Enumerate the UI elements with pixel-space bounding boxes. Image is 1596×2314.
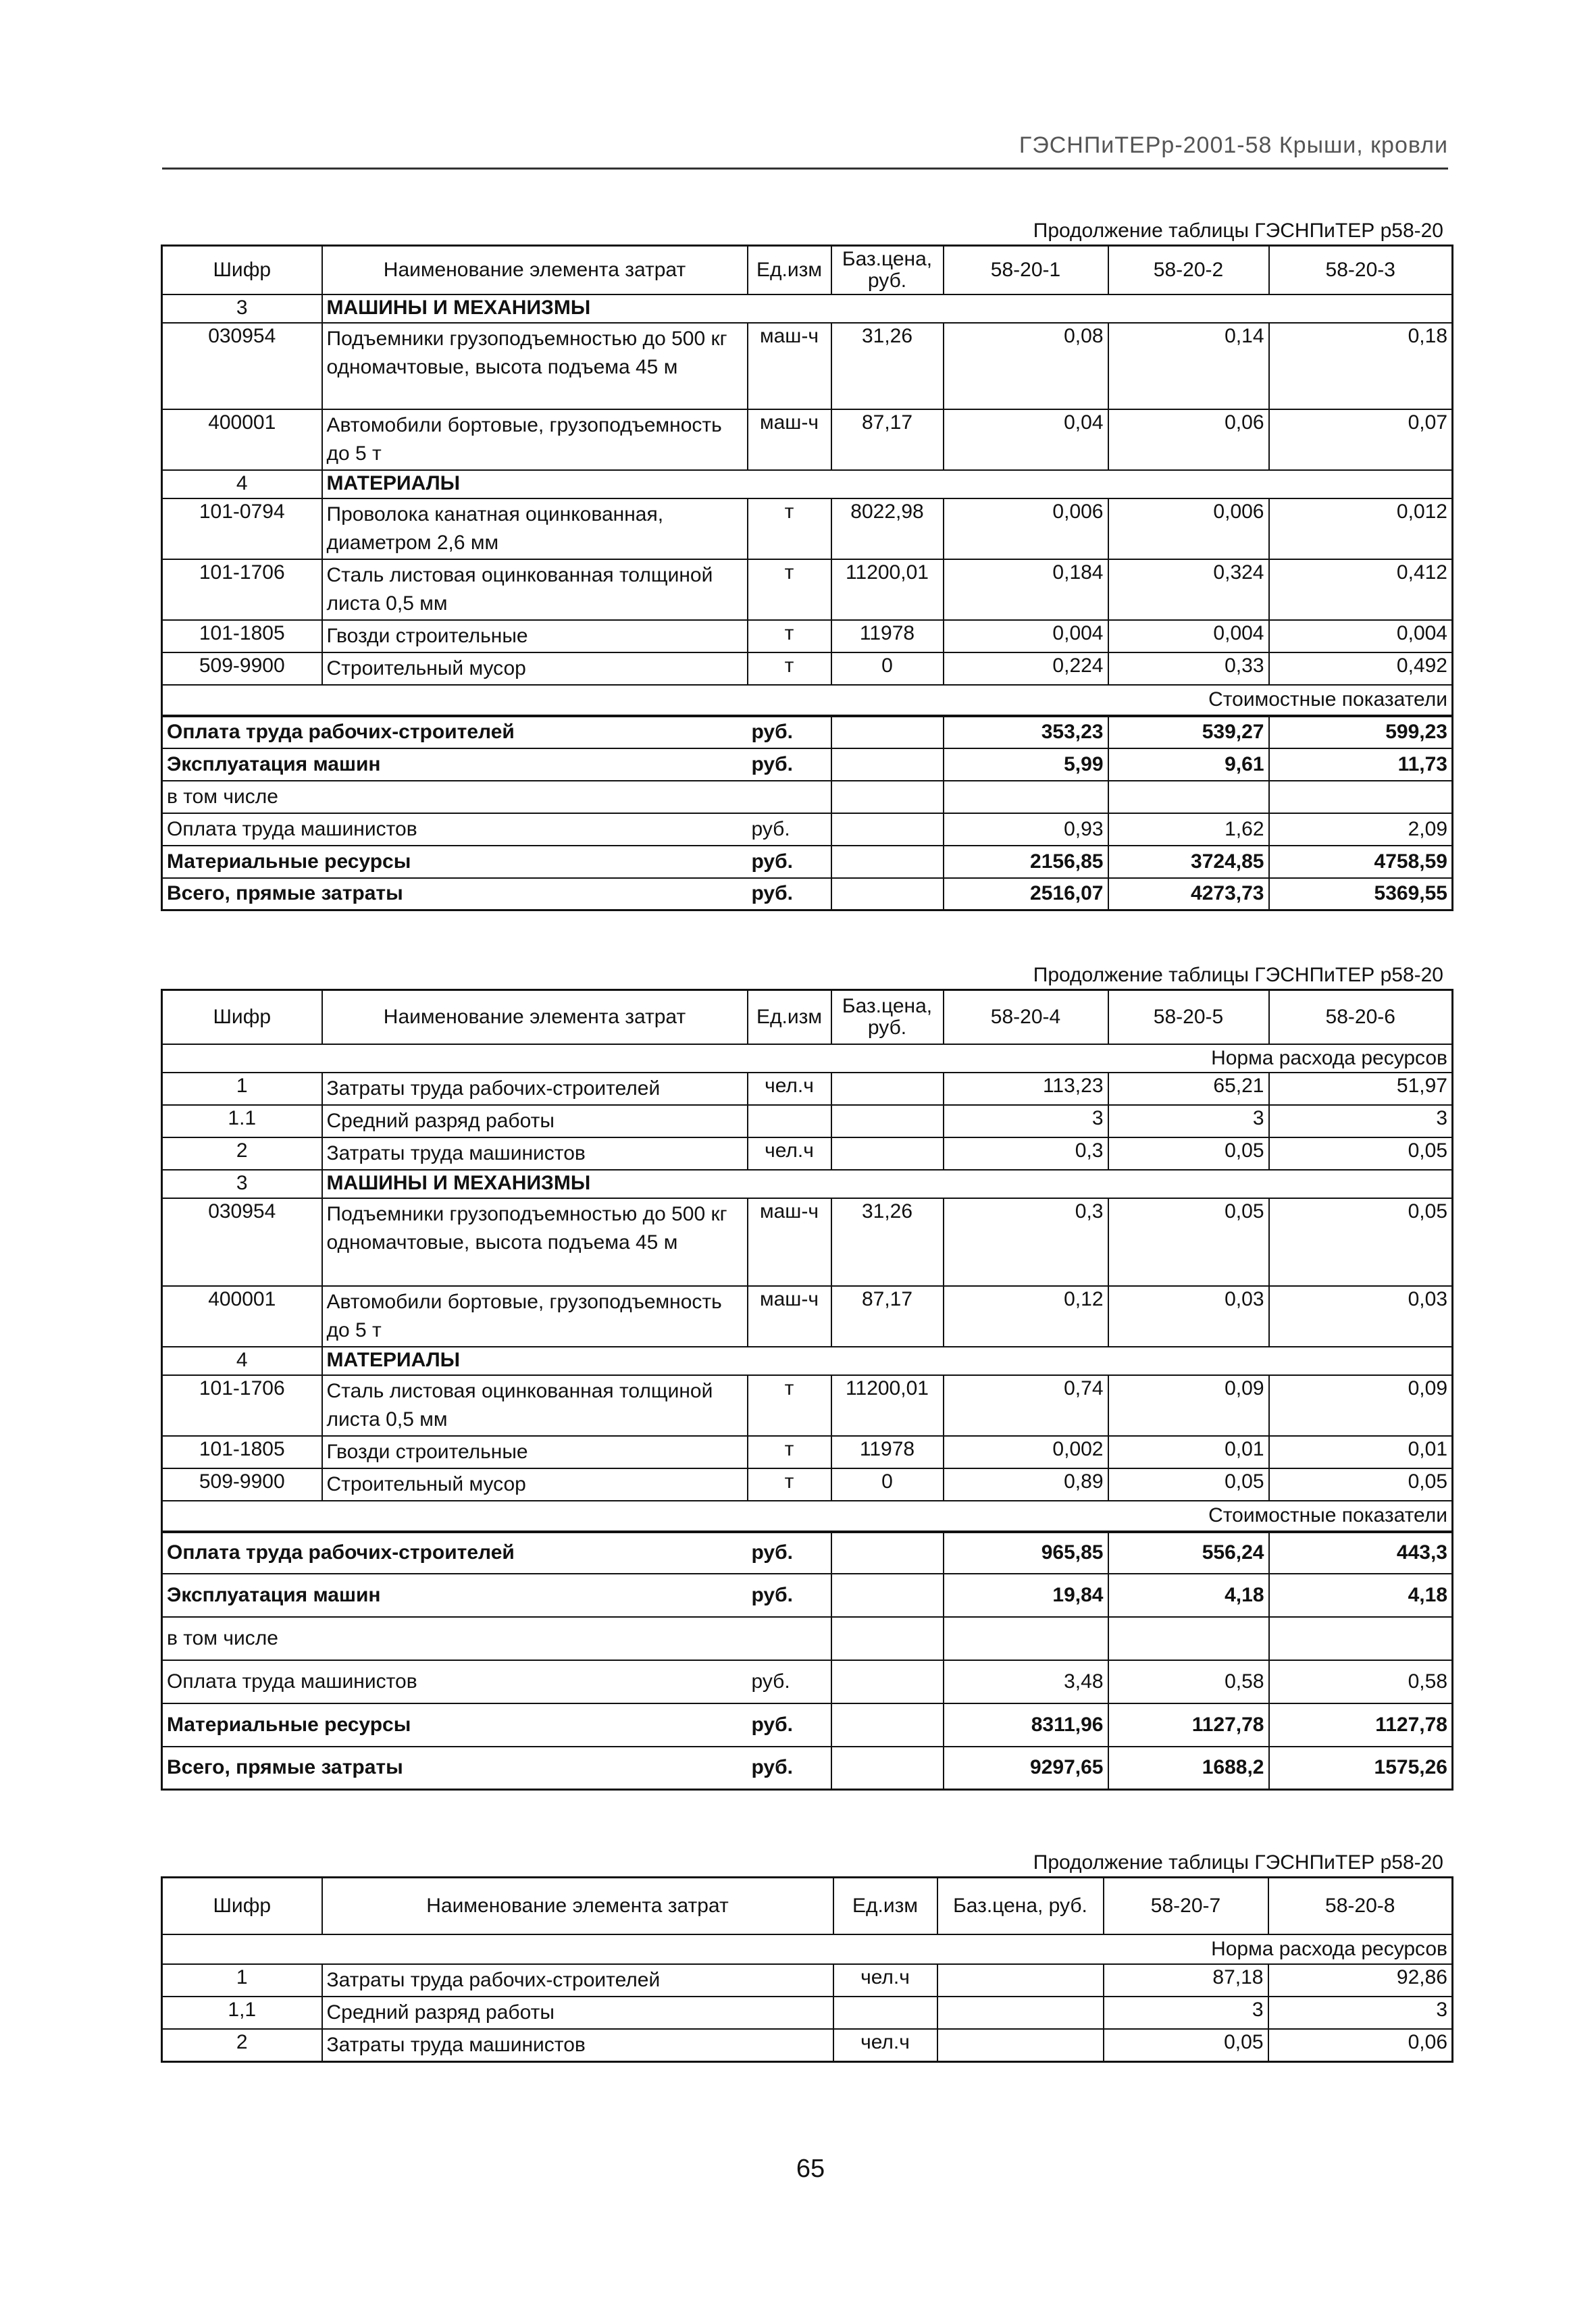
section-code: 3 (162, 294, 322, 323)
summary-price-cell (831, 1532, 944, 1574)
summary-unit (748, 1617, 831, 1660)
summary-value: 9,61 (1108, 748, 1269, 781)
summary-value: 3724,85 (1108, 846, 1269, 878)
summary-value: 19,84 (944, 1574, 1108, 1617)
summary-price-cell (831, 716, 944, 748)
norm-value: 0,09 (1108, 1375, 1269, 1436)
summary-label: Оплата труда рабочих-строителей (162, 1532, 748, 1574)
resource-unit: чел.ч (748, 1073, 831, 1105)
norm-value: 92,86 (1268, 1964, 1453, 1997)
summary-label: Оплата труда машинистов (162, 813, 748, 846)
summary-row (162, 1532, 1453, 1574)
summary-price-cell (831, 813, 944, 846)
summary-value: 0,58 (1269, 1660, 1453, 1703)
summary-price-cell (831, 1574, 944, 1617)
col-header-code: Шифр (162, 246, 322, 294)
summary-price-cell (831, 748, 944, 781)
header-row (162, 246, 1453, 294)
resource-price: 0 (831, 1468, 944, 1501)
summary-value: 4,18 (1108, 1574, 1269, 1617)
resource-name: Гвозди строительные (322, 1436, 748, 1468)
summary-value: 965,85 (944, 1532, 1108, 1574)
resource-name: Затраты труда рабочих-строителей (322, 1964, 833, 1997)
summary-price-cell (831, 781, 944, 813)
summary-row (162, 878, 1453, 910)
resource-price: 11978 (831, 620, 944, 652)
col-header-norm: 58-20-3 (1269, 246, 1453, 294)
resource-price (831, 1105, 944, 1137)
norm-value: 0,06 (1268, 2029, 1453, 2062)
summary-unit: руб. (748, 1532, 831, 1574)
section-row (162, 294, 1453, 323)
norm-value: 0,05 (1269, 1468, 1453, 1501)
summary-row (162, 1574, 1453, 1617)
summary-value: 5369,55 (1269, 878, 1453, 910)
resource-code: 1,1 (162, 1997, 322, 2029)
resource-code: 030954 (162, 1198, 322, 1286)
resource-price: 11978 (831, 1436, 944, 1468)
resource-name: Автомобили бортовые, грузоподъемность до 5 т (322, 1286, 748, 1347)
resource-table-3 (161, 1876, 1453, 2063)
resource-name: Затраты труда машинистов (322, 1137, 748, 1170)
summary-row (162, 1617, 1453, 1660)
table-row (162, 1964, 1453, 1997)
norm-value: 51,97 (1269, 1073, 1453, 1105)
norm-value: 0,05 (1269, 1198, 1453, 1286)
norm-value: 0,08 (944, 323, 1108, 409)
norm-value: 0,74 (944, 1375, 1108, 1436)
col-header-code: Шифр (162, 990, 322, 1044)
section-row (162, 1347, 1453, 1375)
norm-value: 0,06 (1108, 409, 1269, 470)
norm-value: 0,14 (1108, 323, 1269, 409)
resource-unit: маш-ч (748, 409, 831, 470)
norm-value: 0,006 (944, 498, 1108, 559)
norm-value: 65,21 (1108, 1073, 1269, 1105)
summary-unit: руб. (748, 846, 831, 878)
norm-value: 0,004 (1108, 620, 1269, 652)
summary-price-cell (831, 1660, 944, 1703)
summary-label: в том числе (162, 1617, 748, 1660)
resource-unit (748, 1105, 831, 1137)
summary-value (1108, 1617, 1269, 1660)
resource-code: 2 (162, 2029, 322, 2062)
col-header-norm: 58-20-4 (944, 990, 1108, 1044)
norm-value: 87,18 (1104, 1964, 1268, 1997)
resource-code: 1.1 (162, 1105, 322, 1137)
table-caption: Продолжение таблицы ГЭСНПиТЕР р58-20 (1033, 220, 1443, 242)
table-caption: Продолжение таблицы ГЭСНПиТЕР р58-20 (1033, 964, 1443, 986)
resource-name: Затраты труда рабочих-строителей (322, 1073, 748, 1105)
norm-header: Норма расхода ресурсов (162, 1934, 1453, 1964)
col-header-name: Наименование элемента затрат (322, 1878, 833, 1934)
table-row (162, 1286, 1453, 1347)
col-header-norm: 58-20-1 (944, 246, 1108, 294)
resource-unit: т (748, 1375, 831, 1436)
resource-unit: т (748, 652, 831, 685)
summary-unit (748, 781, 831, 813)
resource-name: Сталь листовая оцинкованная толщиной листа 0,5 мм (322, 1375, 748, 1436)
resource-price: 31,26 (831, 1198, 944, 1286)
summary-label: Всего, прямые затраты (162, 878, 748, 910)
resource-code: 509-9900 (162, 652, 322, 685)
resource-unit: чел.ч (833, 2029, 937, 2062)
summary-value: 1688,2 (1108, 1747, 1269, 1790)
summary-value: 3,48 (944, 1660, 1108, 1703)
summary-value: 556,24 (1108, 1532, 1269, 1574)
summary-value: 4273,73 (1108, 878, 1269, 910)
summary-label: Оплата труда рабочих-строителей (162, 716, 748, 748)
col-header-price: Баз.цена, руб. (937, 1878, 1104, 1934)
norm-value: 3 (1268, 1997, 1453, 2029)
norm-value: 0,006 (1108, 498, 1269, 559)
summary-value: 5,99 (944, 748, 1108, 781)
table-row (162, 1198, 1453, 1286)
summary-price-cell (831, 1617, 944, 1660)
summary-value (1269, 1617, 1453, 1660)
resource-code: 030954 (162, 323, 322, 409)
summary-row (162, 1660, 1453, 1703)
col-header-norm: 58-20-6 (1269, 990, 1453, 1044)
section-title: МАШИНЫ И МЕХАНИЗМЫ (322, 1170, 1453, 1198)
resource-code: 101-0794 (162, 498, 322, 559)
summary-label: Оплата труда машинистов (162, 1660, 748, 1703)
summary-value: 2,09 (1269, 813, 1453, 846)
summary-value: 1575,26 (1269, 1747, 1453, 1790)
summary-row (162, 1703, 1453, 1747)
norm-value: 0,09 (1269, 1375, 1453, 1436)
section-code: 3 (162, 1170, 322, 1198)
resource-code: 101-1805 (162, 1436, 322, 1468)
norm-value: 0,3 (944, 1137, 1108, 1170)
col-header-price: Баз.цена, руб. (831, 246, 944, 294)
norm-value: 3 (944, 1105, 1108, 1137)
norm-value: 0,004 (1269, 620, 1453, 652)
resource-table-2 (161, 989, 1453, 1791)
resource-unit: маш-ч (748, 1198, 831, 1286)
summary-value: 4,18 (1269, 1574, 1453, 1617)
resource-unit: маш-ч (748, 1286, 831, 1347)
header-rule (162, 168, 1448, 170)
resource-unit: т (748, 1468, 831, 1501)
summary-value: 599,23 (1269, 716, 1453, 748)
resource-code: 1 (162, 1073, 322, 1105)
resource-unit: т (748, 620, 831, 652)
norm-header-row (162, 1934, 1453, 1964)
resource-name: Средний разряд работы (322, 1105, 748, 1137)
norm-value: 0,492 (1269, 652, 1453, 685)
resource-unit: чел.ч (833, 1964, 937, 1997)
norm-header-row (162, 1044, 1453, 1073)
table-row (162, 1436, 1453, 1468)
summary-value: 2156,85 (944, 846, 1108, 878)
resource-table-1 (161, 245, 1453, 911)
summary-row (162, 781, 1453, 813)
resource-price (831, 1137, 944, 1170)
cost-header-row (162, 685, 1453, 716)
norm-value: 3 (1269, 1105, 1453, 1137)
section-row (162, 1170, 1453, 1198)
summary-value (1269, 781, 1453, 813)
summary-price-cell (831, 1703, 944, 1747)
summary-row (162, 1747, 1453, 1790)
norm-value: 0,184 (944, 559, 1108, 620)
table-row (162, 323, 1453, 409)
resource-name: Затраты труда машинистов (322, 2029, 833, 2062)
resource-code: 400001 (162, 409, 322, 470)
table-row (162, 1468, 1453, 1501)
summary-unit: руб. (748, 1660, 831, 1703)
norm-value: 113,23 (944, 1073, 1108, 1105)
col-header-norm: 58-20-5 (1108, 990, 1269, 1044)
resource-code: 2 (162, 1137, 322, 1170)
norm-value: 0,07 (1269, 409, 1453, 470)
summary-value (944, 1617, 1108, 1660)
norm-value: 0,03 (1108, 1286, 1269, 1347)
norm-value: 0,3 (944, 1198, 1108, 1286)
resource-code: 509-9900 (162, 1468, 322, 1501)
summary-label: Материальные ресурсы (162, 1703, 748, 1747)
norm-value: 0,01 (1269, 1436, 1453, 1468)
resource-name: Строительный мусор (322, 652, 748, 685)
summary-label: Эксплуатация машин (162, 748, 748, 781)
resource-code: 1 (162, 1964, 322, 1997)
resource-price: 11200,01 (831, 559, 944, 620)
norm-value: 0,412 (1269, 559, 1453, 620)
col-header-unit: Ед.изм (833, 1878, 937, 1934)
resource-name: Автомобили бортовые, грузоподъемность до 5 т (322, 409, 748, 470)
table-row (162, 1997, 1453, 2029)
cost-indicators-header: Стоимостные показатели (162, 1501, 1453, 1532)
summary-value: 2516,07 (944, 878, 1108, 910)
col-header-unit: Ед.изм (748, 246, 831, 294)
col-header-norm: 58-20-7 (1104, 1878, 1268, 1934)
resource-name: Проволока канатная оцинкованная, диаметром 2,6 мм (322, 498, 748, 559)
resource-unit: т (748, 559, 831, 620)
resource-price: 87,17 (831, 1286, 944, 1347)
summary-label: Всего, прямые затраты (162, 1747, 748, 1790)
header-row (162, 990, 1453, 1044)
summary-price-cell (831, 1747, 944, 1790)
summary-label: Эксплуатация машин (162, 1574, 748, 1617)
summary-unit: руб. (748, 1747, 831, 1790)
summary-unit: руб. (748, 1574, 831, 1617)
summary-value: 0,93 (944, 813, 1108, 846)
norm-value: 0,012 (1269, 498, 1453, 559)
table-block-2 (161, 962, 1451, 1791)
resource-code: 101-1805 (162, 620, 322, 652)
table-row (162, 1137, 1453, 1170)
table-row (162, 652, 1453, 685)
resource-unit (833, 1997, 937, 2029)
norm-value: 3 (1104, 1997, 1268, 2029)
resource-price (831, 1073, 944, 1105)
resource-name: Подъемники грузоподъемностью до 500 кг одномачтовые, высота подъема 45 м (322, 1198, 748, 1286)
col-header-code: Шифр (162, 1878, 322, 1934)
section-title: МАТЕРИАЛЫ (322, 1347, 1453, 1375)
norm-value: 0,18 (1269, 323, 1453, 409)
cost-header-row (162, 1501, 1453, 1532)
resource-unit: т (748, 498, 831, 559)
resource-price (937, 1997, 1104, 2029)
summary-price-cell (831, 878, 944, 910)
norm-value: 0,002 (944, 1436, 1108, 1468)
summary-label: в том числе (162, 781, 748, 813)
norm-value: 0,05 (1108, 1198, 1269, 1286)
resource-code: 101-1706 (162, 559, 322, 620)
table-row (162, 1105, 1453, 1137)
norm-value: 0,33 (1108, 652, 1269, 685)
col-header-unit: Ед.изм (748, 990, 831, 1044)
summary-row (162, 748, 1453, 781)
summary-unit: руб. (748, 748, 831, 781)
section-title: МАШИНЫ И МЕХАНИЗМЫ (322, 294, 1453, 323)
summary-value: 11,73 (1269, 748, 1453, 781)
running-header: ГЭСНПиТЕРр-2001-58 Крыши, кровли (1019, 132, 1448, 158)
section-code: 4 (162, 1347, 322, 1375)
resource-name: Строительный мусор (322, 1468, 748, 1501)
table-row (162, 1073, 1453, 1105)
resource-unit: маш-ч (748, 323, 831, 409)
table-block-1 (161, 217, 1451, 911)
section-code: 4 (162, 470, 322, 498)
summary-row (162, 716, 1453, 748)
summary-value: 1127,78 (1108, 1703, 1269, 1747)
summary-value: 1,62 (1108, 813, 1269, 846)
table-row (162, 409, 1453, 470)
resource-name: Подъемники грузоподъемностью до 500 кг одномачтовые, высота подъема 45 м (322, 323, 748, 409)
resource-code: 400001 (162, 1286, 322, 1347)
norm-value: 0,224 (944, 652, 1108, 685)
resource-price (937, 2029, 1104, 2062)
norm-header: Норма расхода ресурсов (162, 1044, 1453, 1073)
table-block-3 (161, 1849, 1451, 2063)
summary-value: 4758,59 (1269, 846, 1453, 878)
resource-unit: чел.ч (748, 1137, 831, 1170)
col-header-name: Наименование элемента затрат (322, 990, 748, 1044)
header-row (162, 1878, 1453, 1934)
table-row (162, 620, 1453, 652)
summary-unit: руб. (748, 813, 831, 846)
summary-unit: руб. (748, 1703, 831, 1747)
norm-value: 0,324 (1108, 559, 1269, 620)
resource-price: 87,17 (831, 409, 944, 470)
norm-value: 0,89 (944, 1468, 1108, 1501)
col-header-norm: 58-20-8 (1268, 1878, 1453, 1934)
summary-unit: руб. (748, 716, 831, 748)
resource-name: Гвозди строительные (322, 620, 748, 652)
resource-price (937, 1964, 1104, 1997)
norm-value: 0,04 (944, 409, 1108, 470)
summary-value (944, 781, 1108, 813)
norm-value: 0,05 (1108, 1468, 1269, 1501)
resource-code: 101-1706 (162, 1375, 322, 1436)
norm-value: 0,03 (1269, 1286, 1453, 1347)
summary-price-cell (831, 846, 944, 878)
resource-price: 31,26 (831, 323, 944, 409)
section-title: МАТЕРИАЛЫ (322, 470, 1453, 498)
summary-value: 539,27 (1108, 716, 1269, 748)
norm-value: 0,01 (1108, 1436, 1269, 1468)
resource-unit: т (748, 1436, 831, 1468)
summary-value: 353,23 (944, 716, 1108, 748)
col-header-price: Баз.цена, руб. (831, 990, 944, 1044)
norm-value: 0,05 (1104, 2029, 1268, 2062)
col-header-norm: 58-20-2 (1108, 246, 1269, 294)
summary-value: 1127,78 (1269, 1703, 1453, 1747)
norm-value: 0,12 (944, 1286, 1108, 1347)
summary-value (1108, 781, 1269, 813)
resource-price: 8022,98 (831, 498, 944, 559)
resource-name: Средний разряд работы (322, 1997, 833, 2029)
cost-indicators-header: Стоимостные показатели (162, 685, 1453, 716)
norm-value: 3 (1108, 1105, 1269, 1137)
summary-label: Материальные ресурсы (162, 846, 748, 878)
norm-value: 0,004 (944, 620, 1108, 652)
summary-value: 0,58 (1108, 1660, 1269, 1703)
summary-value: 9297,65 (944, 1747, 1108, 1790)
table-row (162, 2029, 1453, 2062)
summary-row (162, 846, 1453, 878)
resource-price: 0 (831, 652, 944, 685)
summary-row (162, 813, 1453, 846)
summary-unit: руб. (748, 878, 831, 910)
resource-price: 11200,01 (831, 1375, 944, 1436)
table-row (162, 559, 1453, 620)
page-number: 65 (796, 2155, 825, 2183)
table-row (162, 498, 1453, 559)
resource-name: Сталь листовая оцинкованная толщиной листа 0,5 мм (322, 559, 748, 620)
table-caption: Продолжение таблицы ГЭСНПиТЕР р58-20 (1033, 1851, 1443, 1874)
norm-value: 0,05 (1269, 1137, 1453, 1170)
section-row (162, 470, 1453, 498)
table-row (162, 1375, 1453, 1436)
norm-value: 0,05 (1108, 1137, 1269, 1170)
summary-value: 443,3 (1269, 1532, 1453, 1574)
col-header-name: Наименование элемента затрат (322, 246, 748, 294)
summary-value: 8311,96 (944, 1703, 1108, 1747)
